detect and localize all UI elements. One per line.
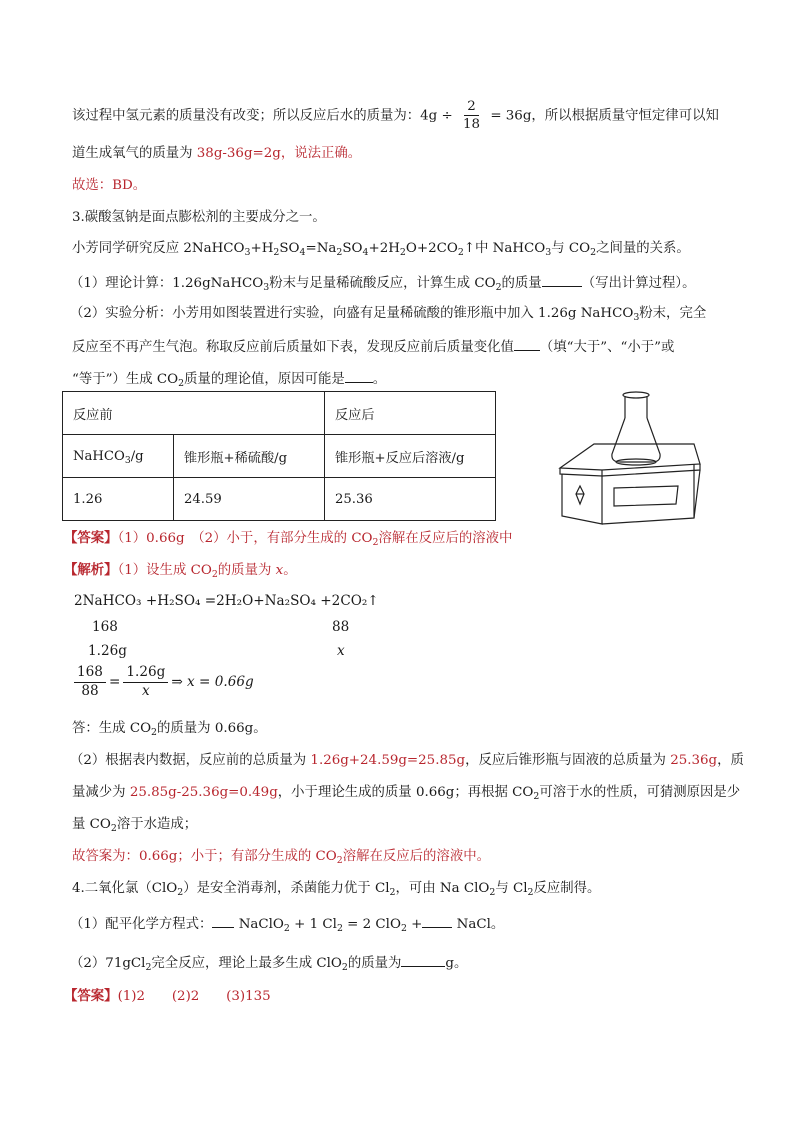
q3-analysis-2-line3 — [72, 817, 197, 833]
subscript: 2 — [178, 378, 185, 389]
text: “等于”）生成 CO — [72, 372, 179, 387]
subscript: 4 — [299, 247, 306, 258]
q3-conclusion — [72, 721, 267, 737]
ratio-equation — [74, 666, 254, 698]
text: ，可由 Na ClO — [395, 881, 490, 896]
subscript: 3 — [124, 454, 131, 466]
text: 的质量为 — [217, 563, 276, 578]
subscript: 3 — [545, 247, 552, 258]
subscript: 2 — [489, 887, 496, 898]
subscript: 2 — [273, 247, 280, 258]
q3-part2-line2 — [72, 338, 674, 356]
text: 。 — [372, 372, 387, 387]
text: 溶解在反应后的溶液中。 — [342, 849, 490, 864]
value-flask-solution: 25.36 — [325, 478, 496, 521]
text: NaClO — [238, 917, 284, 932]
q4-part2 — [70, 954, 467, 972]
intro-text: ，说法正确。 — [280, 146, 362, 161]
text: +2H — [368, 241, 400, 256]
text: = 2 ClO — [347, 917, 401, 932]
text: 小芳同学研究反应 2NaHCO — [72, 241, 245, 256]
ratio-fraction-1 — [74, 666, 106, 698]
subscript: 2 — [389, 887, 396, 898]
text: =Na — [305, 241, 337, 256]
text: （1）配平化学方程式： — [70, 917, 213, 932]
subscript: 2 — [341, 962, 348, 973]
q4-title — [72, 881, 600, 897]
subscript: 2 — [336, 923, 343, 934]
total-after: 25.36g — [670, 753, 718, 768]
text: O+2CO — [405, 241, 458, 256]
text: 。 — [283, 563, 297, 578]
fraction-denominator: x — [142, 682, 150, 699]
text: ，小于理论生成的质量 0.66g；再根据 CO — [277, 785, 534, 800]
text: 答：生成 CO — [72, 721, 152, 736]
subscript: 3 — [263, 282, 270, 293]
text: 与 Cl — [495, 881, 528, 896]
text: （1）理论计算：1.26gNaHCO — [70, 276, 264, 291]
text: ）是安全消毒剂，杀菌能力优于 Cl — [183, 881, 390, 896]
text: ，质 — [717, 753, 744, 768]
q3-stem — [72, 241, 690, 257]
subscript: 2 — [533, 791, 540, 802]
subscript: 4 — [362, 247, 369, 258]
text: 可溶于水的性质，可猜测原因是少 — [539, 785, 741, 800]
unknown-mass: x — [337, 643, 345, 659]
fraction-2-18 — [460, 100, 483, 132]
subscript: 2 — [151, 727, 158, 738]
q4-part1 — [70, 915, 504, 933]
text: 反应制得。 — [533, 881, 601, 896]
text: 。 — [490, 917, 505, 932]
subscript: 3 — [244, 247, 251, 258]
value-nahco3: 1.26 — [63, 478, 174, 521]
subscript: 2 — [400, 923, 407, 934]
q3-final-answer — [72, 849, 490, 865]
text: （2）根据表内数据，反应前的总质量为 — [70, 753, 311, 768]
text: g。 — [445, 956, 468, 971]
subscript: 2 — [211, 569, 218, 580]
text: （填“大于”、“小于”或 — [539, 340, 675, 355]
text: + — [411, 917, 423, 932]
equals-sign: = — [108, 674, 121, 691]
subscript: 2 — [336, 247, 343, 258]
subscript: 2 — [527, 887, 534, 898]
answer-text: 溶解在反应后的溶液中 — [378, 531, 513, 546]
value-flask-acid: 24.59 — [174, 478, 325, 521]
text: 的质量为 — [347, 956, 402, 971]
text: 完全反应，理论上最多生成 ClO — [151, 956, 342, 971]
subscript: 2 — [495, 282, 502, 293]
text: （2）实验分析：小芳用如图装置进行实验，向盛有足量稀硫酸的锥形瓶中加入 1.26g NaHCO — [70, 306, 634, 321]
header-before: 反应前 — [63, 392, 325, 435]
answer-text: （1）0.66g （2）小于，有部分生成的 CO — [117, 531, 373, 546]
text: ，反应后锥形瓶与固液的总质量为 — [465, 753, 671, 768]
answer-tag: 【答案】 — [64, 988, 118, 1004]
chemical-equation: 2NaHCO₃ +H₂SO₄ =2H₂O+Na₂SO₄ +2CO₂↑ — [74, 593, 379, 609]
text: SO — [279, 241, 300, 256]
subscript: 3 — [633, 312, 640, 323]
text: ↑中 NaHCO — [463, 241, 546, 256]
subscript: 2 — [110, 823, 117, 834]
text: + 1 Cl — [294, 917, 337, 932]
subscript: 2 — [457, 247, 464, 258]
answer-blank[interactable] — [345, 370, 373, 383]
q3-analysis-2-line1 — [70, 753, 744, 769]
text: NaHCO — [73, 448, 125, 464]
fraction-denominator: 88 — [81, 682, 99, 699]
text: 故答案为：0.66g；小于；有部分生成的 CO — [72, 849, 337, 864]
molar-mass-co2: 88 — [332, 619, 350, 635]
q3-part1 — [70, 274, 696, 292]
text: SO — [342, 241, 363, 256]
text: 粉末，完全 — [639, 306, 707, 321]
intro-line-2 — [72, 146, 361, 162]
subscript: 2 — [283, 923, 290, 934]
q3-title: 3.碳酸氢钠是面点膨松剂的主要成分之一。 — [72, 210, 326, 225]
subscript: 2 — [145, 962, 152, 973]
text: +H — [250, 241, 274, 256]
text: 之间量的关系。 — [596, 241, 690, 256]
text: /g — [130, 448, 144, 464]
text: 的质量为 0.66g。 — [157, 721, 267, 736]
ratio-result: ⇒ x = 0.66g — [171, 674, 254, 691]
text: 量 CO — [72, 817, 111, 832]
col-nahco3 — [63, 435, 174, 478]
q3-analysis-intro — [64, 562, 297, 579]
subscript: 2 — [372, 537, 379, 548]
subscript: 2 — [336, 855, 343, 866]
col-flask-acid: 锥形瓶+稀硫酸/g — [174, 435, 325, 478]
variable-x: x — [275, 563, 284, 578]
text: 的质量 — [501, 276, 542, 291]
answer-blank[interactable] — [401, 954, 445, 967]
ratio-fraction-2 — [123, 666, 168, 698]
q3-part2-line1 — [70, 306, 706, 322]
subscript: 2 — [177, 887, 184, 898]
q3-answer — [64, 530, 512, 547]
q3-analysis-2-line2 — [72, 785, 740, 801]
text: （写出计算过程）。 — [581, 276, 696, 291]
mass-data-table — [62, 391, 496, 521]
text: NaCl — [456, 917, 491, 932]
given-mass: 1.26g — [88, 643, 127, 659]
q3-part2-line3 — [72, 370, 386, 388]
text: （1）设生成 CO — [117, 563, 212, 578]
flask-on-balance-illustration — [556, 388, 716, 528]
subscript: 2 — [590, 247, 597, 258]
fraction-numerator: 2 — [464, 100, 479, 116]
text: 质量的理论值，原因可能是 — [184, 372, 345, 387]
molar-mass-nahco3: 168 — [92, 619, 118, 635]
analysis-tag: 【解析】 — [64, 562, 118, 578]
intro-text: 道生成氧气的质量为 — [72, 146, 197, 161]
intro-line-1 — [72, 100, 719, 132]
intro-line-3: 故选：BD。 — [72, 178, 147, 193]
subscript: 2 — [399, 247, 406, 258]
text: 溶于水造成； — [116, 817, 198, 832]
intro-text: 该过程中氢元素的质量没有改变；所以反应后水的质量为：4g ÷ — [72, 108, 453, 124]
answer-blank[interactable] — [542, 274, 582, 287]
text: 与 CO — [551, 241, 591, 256]
fraction-denominator: 18 — [463, 117, 481, 133]
mass-decrease: 25.85g-25.36g=0.49g — [129, 785, 278, 800]
text: （2）71gCl — [70, 956, 146, 971]
text: 反应至不再产生气泡。称取反应前后质量如下表，发现反应前后质量变化值 — [72, 340, 514, 355]
answer-blank[interactable] — [514, 338, 540, 351]
text: 4.二氧化氯（ClO — [72, 881, 178, 896]
answer-blank[interactable] — [422, 915, 452, 928]
fraction-numerator: 1.26g — [123, 666, 168, 683]
oxygen-mass-calc: 38g-36g=2g — [196, 146, 281, 161]
answer-blank[interactable] — [212, 915, 234, 928]
fraction-numerator: 168 — [74, 666, 106, 683]
text: 量减少为 — [72, 785, 130, 800]
text: 粉末与足量稀硫酸反应，计算生成 CO — [269, 276, 496, 291]
q4-answer — [64, 988, 271, 1005]
total-before: 1.26g+24.59g=25.85g — [310, 753, 466, 768]
intro-text-suffix: = 36g，所以根据质量守恒定律可以知 — [490, 108, 719, 124]
answer-text: (1)2 (2)2 (3)135 — [117, 989, 271, 1004]
col-flask-solution: 锥形瓶+反应后溶液/g — [325, 435, 496, 478]
answer-tag: 【答案】 — [64, 530, 118, 546]
header-after: 反应后 — [325, 392, 496, 435]
